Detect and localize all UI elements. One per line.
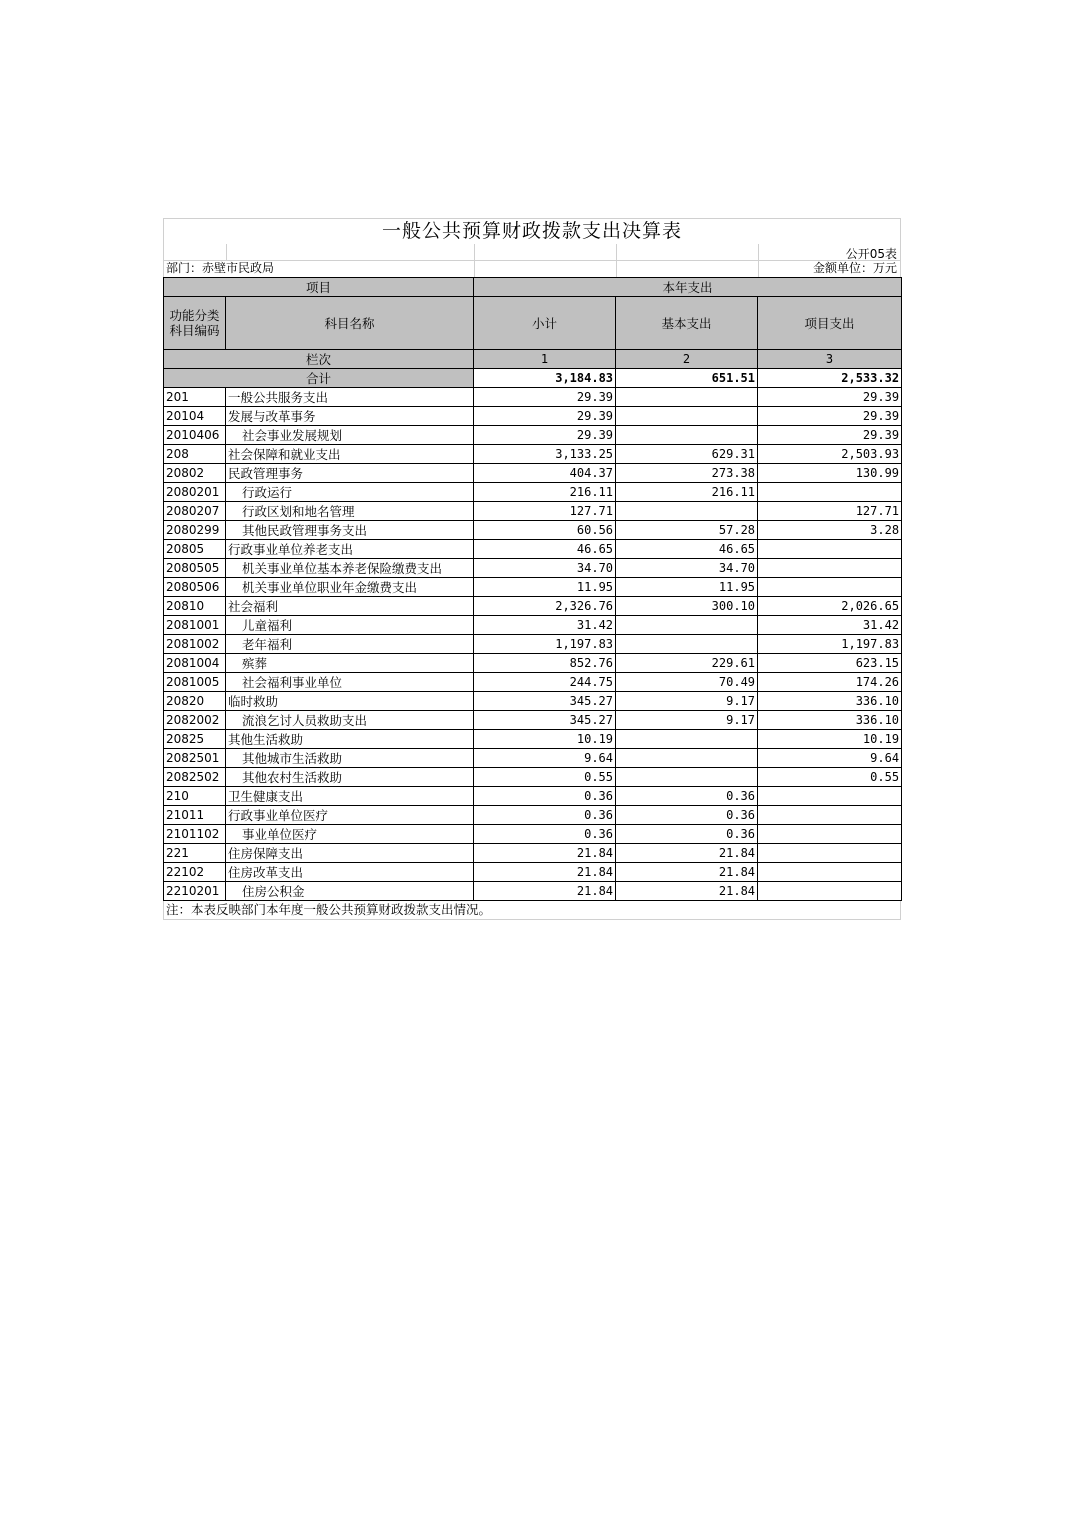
row-name: 其他民政管理事务支出 [226, 521, 474, 540]
row-subtotal: 29.39 [474, 426, 616, 445]
row-name: 社会事业发展规划 [226, 426, 474, 445]
table-row [164, 654, 902, 673]
row-subtotal: 404.37 [474, 464, 616, 483]
row-name: 住房公积金 [226, 882, 474, 901]
table-row [164, 559, 902, 578]
row-subtotal: 345.27 [474, 711, 616, 730]
row-code: 208 [164, 445, 226, 464]
row-basic: 11.95 [616, 578, 758, 597]
row-project [758, 559, 902, 578]
table-note: 注：本表反映部门本年度一般公共预算财政拨款支出情况。 [163, 901, 901, 920]
row-project: 10.19 [758, 730, 902, 749]
table-row [164, 863, 902, 882]
header-col2: 2 [616, 350, 758, 369]
row-code: 2080506 [164, 578, 226, 597]
row-project [758, 483, 902, 502]
row-name: 行政运行 [226, 483, 474, 502]
row-name: 老年福利 [226, 635, 474, 654]
table-row [164, 578, 902, 597]
row-project [758, 806, 902, 825]
row-name: 行政区划和地名管理 [226, 502, 474, 521]
row-basic: 9.17 [616, 711, 758, 730]
table-row [164, 711, 902, 730]
row-project: 336.10 [758, 692, 902, 711]
row-subtotal: 0.36 [474, 825, 616, 844]
row-subtotal: 345.27 [474, 692, 616, 711]
table-row [164, 844, 902, 863]
table-tag: 公开05表 [845, 247, 897, 261]
row-subtotal: 0.55 [474, 768, 616, 787]
table-row [164, 882, 902, 901]
header-this-year: 本年支出 [474, 278, 902, 297]
table-row [164, 464, 902, 483]
table-row [164, 825, 902, 844]
row-project [758, 540, 902, 559]
row-subtotal: 852.76 [474, 654, 616, 673]
table-row [164, 692, 902, 711]
row-code: 20805 [164, 540, 226, 559]
table-row [164, 388, 902, 407]
row-basic: 216.11 [616, 483, 758, 502]
row-name: 临时救助 [226, 692, 474, 711]
table-row [164, 540, 902, 559]
table-row [164, 768, 902, 787]
row-basic [616, 768, 758, 787]
row-basic [616, 502, 758, 521]
row-code: 201 [164, 388, 226, 407]
header-project-exp: 项目支出 [758, 297, 902, 350]
row-project: 623.15 [758, 654, 902, 673]
row-name: 社会保障和就业支出 [226, 445, 474, 464]
header-col1: 1 [474, 350, 616, 369]
row-project: 3.28 [758, 521, 902, 540]
row-basic [616, 730, 758, 749]
table-meta [163, 244, 901, 277]
row-name: 机关事业单位职业年金缴费支出 [226, 578, 474, 597]
row-project [758, 578, 902, 597]
table-row [164, 806, 902, 825]
row-name: 行政事业单位医疗 [226, 806, 474, 825]
row-name: 一般公共服务支出 [226, 388, 474, 407]
row-project [758, 787, 902, 806]
row-basic: 0.36 [616, 787, 758, 806]
row-code: 2081001 [164, 616, 226, 635]
table-row [164, 730, 902, 749]
row-code: 2080505 [164, 559, 226, 578]
row-name: 其他农村生活救助 [226, 768, 474, 787]
row-project: 336.10 [758, 711, 902, 730]
row-name: 卫生健康支出 [226, 787, 474, 806]
row-project: 29.39 [758, 388, 902, 407]
row-basic: 300.10 [616, 597, 758, 616]
row-name: 民政管理事务 [226, 464, 474, 483]
row-basic: 21.84 [616, 882, 758, 901]
row-code: 22102 [164, 863, 226, 882]
row-subtotal: 1,197.83 [474, 635, 616, 654]
row-basic: 46.65 [616, 540, 758, 559]
header-row-2 [164, 297, 902, 350]
header-row-index [164, 350, 902, 369]
header-col3: 3 [758, 350, 902, 369]
header-column-index: 栏次 [164, 350, 474, 369]
row-project: 9.64 [758, 749, 902, 768]
row-code: 2081005 [164, 673, 226, 692]
row-code: 221 [164, 844, 226, 863]
row-project [758, 825, 902, 844]
header-row-1 [164, 278, 902, 297]
row-name: 殡葬 [226, 654, 474, 673]
table-row [164, 521, 902, 540]
row-subtotal: 216.11 [474, 483, 616, 502]
table-row [164, 445, 902, 464]
row-project: 29.39 [758, 407, 902, 426]
row-basic: 9.17 [616, 692, 758, 711]
row-code: 21011 [164, 806, 226, 825]
header-func-code: 功能分类 科目编码 [164, 297, 226, 350]
row-basic [616, 388, 758, 407]
total-row [164, 369, 902, 388]
row-subtotal: 0.36 [474, 787, 616, 806]
row-project: 0.55 [758, 768, 902, 787]
row-project: 2,503.93 [758, 445, 902, 464]
row-name: 行政事业单位养老支出 [226, 540, 474, 559]
table-row [164, 502, 902, 521]
row-subtotal: 127.71 [474, 502, 616, 521]
row-code: 2081004 [164, 654, 226, 673]
row-basic: 273.38 [616, 464, 758, 483]
row-basic: 629.31 [616, 445, 758, 464]
row-basic: 21.84 [616, 844, 758, 863]
row-subtotal: 31.42 [474, 616, 616, 635]
row-basic [616, 749, 758, 768]
table-title: 一般公共预算财政拨款支出决算表 [163, 218, 901, 244]
row-basic: 0.36 [616, 825, 758, 844]
row-basic [616, 635, 758, 654]
row-code: 2080207 [164, 502, 226, 521]
total-project: 2,533.32 [758, 369, 902, 388]
expenditure-table [163, 277, 902, 901]
row-project: 127.71 [758, 502, 902, 521]
row-subtotal: 29.39 [474, 407, 616, 426]
row-subtotal: 21.84 [474, 863, 616, 882]
row-basic: 34.70 [616, 559, 758, 578]
row-subtotal: 0.36 [474, 806, 616, 825]
row-project [758, 863, 902, 882]
row-project: 31.42 [758, 616, 902, 635]
row-code: 20104 [164, 407, 226, 426]
row-project: 2,026.65 [758, 597, 902, 616]
row-code: 20810 [164, 597, 226, 616]
row-name: 儿童福利 [226, 616, 474, 635]
budget-sheet [163, 218, 901, 920]
row-name: 机关事业单位基本养老保险缴费支出 [226, 559, 474, 578]
row-code: 210 [164, 787, 226, 806]
row-name: 其他生活救助 [226, 730, 474, 749]
table-row [164, 597, 902, 616]
row-code: 2082502 [164, 768, 226, 787]
row-name: 社会福利事业单位 [226, 673, 474, 692]
row-subtotal: 34.70 [474, 559, 616, 578]
row-subtotal: 29.39 [474, 388, 616, 407]
row-basic: 229.61 [616, 654, 758, 673]
row-project: 174.26 [758, 673, 902, 692]
table-row [164, 749, 902, 768]
table-row [164, 673, 902, 692]
row-code: 2081002 [164, 635, 226, 654]
row-basic [616, 616, 758, 635]
header-basic: 基本支出 [616, 297, 758, 350]
table-row [164, 616, 902, 635]
row-project: 130.99 [758, 464, 902, 483]
row-subtotal: 21.84 [474, 844, 616, 863]
row-name: 发展与改革事务 [226, 407, 474, 426]
row-name: 住房保障支出 [226, 844, 474, 863]
row-code: 20825 [164, 730, 226, 749]
header-subtotal: 小计 [474, 297, 616, 350]
row-subtotal: 46.65 [474, 540, 616, 559]
row-subtotal: 60.56 [474, 521, 616, 540]
row-subtotal: 3,133.25 [474, 445, 616, 464]
department-label: 部门：赤壁市民政局 [166, 261, 275, 275]
row-code: 2101102 [164, 825, 226, 844]
row-code: 2080299 [164, 521, 226, 540]
row-code: 20802 [164, 464, 226, 483]
row-basic: 57.28 [616, 521, 758, 540]
row-name: 事业单位医疗 [226, 825, 474, 844]
row-code: 2082501 [164, 749, 226, 768]
header-subject-name: 科目名称 [226, 297, 474, 350]
row-basic [616, 426, 758, 445]
row-name: 其他城市生活救助 [226, 749, 474, 768]
row-name: 社会福利 [226, 597, 474, 616]
row-basic [616, 407, 758, 426]
table-row [164, 426, 902, 445]
unit-label: 金额单位：万元 [812, 261, 897, 275]
table-row [164, 407, 902, 426]
row-basic: 21.84 [616, 863, 758, 882]
table-row [164, 635, 902, 654]
row-subtotal: 21.84 [474, 882, 616, 901]
row-subtotal: 2,326.76 [474, 597, 616, 616]
row-name: 住房改革支出 [226, 863, 474, 882]
row-project: 1,197.83 [758, 635, 902, 654]
row-code: 2080201 [164, 483, 226, 502]
row-basic: 70.49 [616, 673, 758, 692]
row-name: 流浪乞讨人员救助支出 [226, 711, 474, 730]
total-label: 合计 [164, 369, 474, 388]
total-basic: 651.51 [616, 369, 758, 388]
table-row [164, 787, 902, 806]
row-code: 20820 [164, 692, 226, 711]
row-subtotal: 9.64 [474, 749, 616, 768]
header-project: 项目 [164, 278, 474, 297]
total-subtotal: 3,184.83 [474, 369, 616, 388]
row-code: 2010406 [164, 426, 226, 445]
table-row [164, 483, 902, 502]
row-project: 29.39 [758, 426, 902, 445]
row-code: 2210201 [164, 882, 226, 901]
row-subtotal: 244.75 [474, 673, 616, 692]
row-subtotal: 11.95 [474, 578, 616, 597]
row-code: 2082002 [164, 711, 226, 730]
row-subtotal: 10.19 [474, 730, 616, 749]
row-project [758, 882, 902, 901]
row-basic: 0.36 [616, 806, 758, 825]
row-project [758, 844, 902, 863]
